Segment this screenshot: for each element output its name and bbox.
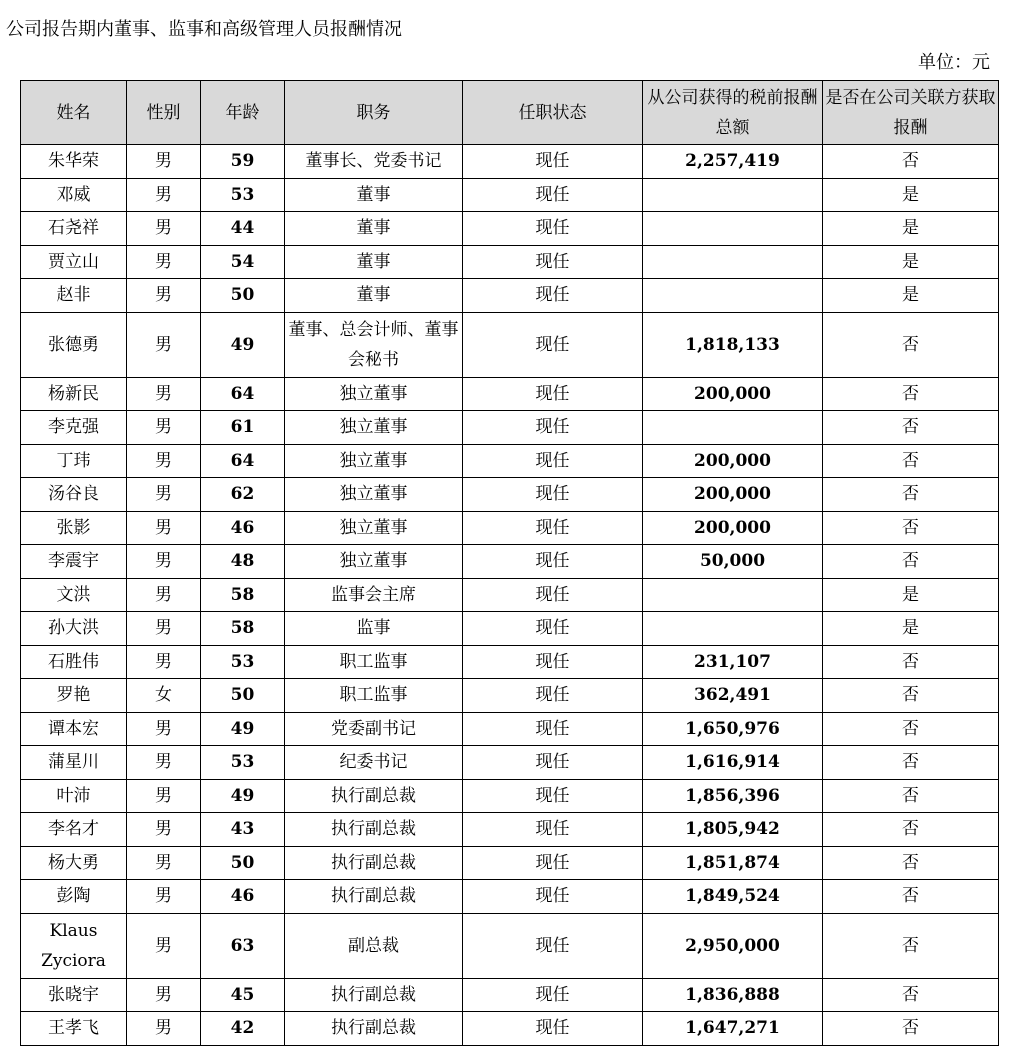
cell-age: 54 xyxy=(201,245,285,279)
cell-pay: 1,805,942 xyxy=(643,813,823,847)
cell-position: 独立董事 xyxy=(285,377,463,411)
cell-related: 否 xyxy=(823,813,999,847)
cell-age: 62 xyxy=(201,478,285,512)
cell-related: 否 xyxy=(823,377,999,411)
cell-age: 53 xyxy=(201,746,285,780)
table-row xyxy=(21,245,999,279)
cell-related: 否 xyxy=(823,545,999,579)
cell-related: 是 xyxy=(823,212,999,246)
cell-gender: 男 xyxy=(127,245,201,279)
cell-gender: 男 xyxy=(127,545,201,579)
cell-name: 朱华荣 xyxy=(21,145,127,179)
cell-age: 50 xyxy=(201,679,285,713)
cell-gender: 男 xyxy=(127,978,201,1012)
cell-gender: 男 xyxy=(127,612,201,646)
page-title: 公司报告期内董事、监事和高级管理人员报酬情况 xyxy=(6,19,402,40)
table-row xyxy=(21,712,999,746)
cell-status: 现任 xyxy=(463,846,643,880)
cell-related: 否 xyxy=(823,444,999,478)
cell-related: 否 xyxy=(823,779,999,813)
cell-status: 现任 xyxy=(463,545,643,579)
cell-pay xyxy=(643,245,823,279)
header-gender: 性别 xyxy=(127,81,201,145)
cell-gender: 男 xyxy=(127,178,201,212)
header-related: 是否在公司关联方获取报酬 xyxy=(823,81,999,145)
cell-pay: 1,616,914 xyxy=(643,746,823,780)
cell-name: 罗艳 xyxy=(21,679,127,713)
cell-age: 61 xyxy=(201,411,285,445)
cell-position: 独立董事 xyxy=(285,478,463,512)
cell-age: 64 xyxy=(201,444,285,478)
header-pay: 从公司获得的税前报酬总额 xyxy=(643,81,823,145)
cell-gender: 男 xyxy=(127,712,201,746)
table-row xyxy=(21,545,999,579)
cell-age: 49 xyxy=(201,312,285,377)
cell-pay: 200,000 xyxy=(643,377,823,411)
cell-position: 监事 xyxy=(285,612,463,646)
cell-status: 现任 xyxy=(463,145,643,179)
cell-gender: 男 xyxy=(127,444,201,478)
cell-age: 58 xyxy=(201,578,285,612)
cell-pay: 200,000 xyxy=(643,511,823,545)
table-row xyxy=(21,312,999,377)
cell-age: 44 xyxy=(201,212,285,246)
cell-related: 是 xyxy=(823,279,999,313)
compensation-table xyxy=(20,80,999,1046)
cell-status: 现任 xyxy=(463,813,643,847)
table-row xyxy=(21,511,999,545)
cell-name: 杨新民 xyxy=(21,377,127,411)
cell-position: 独立董事 xyxy=(285,511,463,545)
cell-age: 50 xyxy=(201,279,285,313)
cell-position: 职工监事 xyxy=(285,679,463,713)
cell-gender: 男 xyxy=(127,813,201,847)
cell-pay: 200,000 xyxy=(643,444,823,478)
cell-related: 否 xyxy=(823,1012,999,1046)
cell-pay: 1,836,888 xyxy=(643,978,823,1012)
table-row xyxy=(21,612,999,646)
cell-position: 纪委书记 xyxy=(285,746,463,780)
cell-related: 否 xyxy=(823,913,999,978)
cell-gender: 男 xyxy=(127,511,201,545)
cell-name: 谭本宏 xyxy=(21,712,127,746)
table-row xyxy=(21,846,999,880)
cell-age: 46 xyxy=(201,511,285,545)
table-row xyxy=(21,212,999,246)
cell-pay: 362,491 xyxy=(643,679,823,713)
table-body xyxy=(21,145,999,1046)
cell-pay xyxy=(643,212,823,246)
cell-position: 执行副总裁 xyxy=(285,1012,463,1046)
cell-pay xyxy=(643,279,823,313)
cell-pay: 2,257,419 xyxy=(643,145,823,179)
cell-position: 董事、总会计师、董事会秘书 xyxy=(285,312,463,377)
cell-pay xyxy=(643,612,823,646)
cell-age: 50 xyxy=(201,846,285,880)
cell-position: 独立董事 xyxy=(285,545,463,579)
cell-status: 现任 xyxy=(463,712,643,746)
header-status: 任职状态 xyxy=(463,81,643,145)
cell-gender: 男 xyxy=(127,578,201,612)
cell-status: 现任 xyxy=(463,779,643,813)
cell-related: 否 xyxy=(823,312,999,377)
cell-status: 现任 xyxy=(463,478,643,512)
cell-status: 现任 xyxy=(463,444,643,478)
cell-name: 邓威 xyxy=(21,178,127,212)
table-row xyxy=(21,377,999,411)
cell-gender: 男 xyxy=(127,312,201,377)
cell-gender: 男 xyxy=(127,913,201,978)
cell-position: 执行副总裁 xyxy=(285,779,463,813)
cell-position: 执行副总裁 xyxy=(285,978,463,1012)
cell-pay: 1,856,396 xyxy=(643,779,823,813)
cell-status: 现任 xyxy=(463,679,643,713)
table-row xyxy=(21,813,999,847)
cell-age: 43 xyxy=(201,813,285,847)
table-row xyxy=(21,1012,999,1046)
cell-pay: 1,650,976 xyxy=(643,712,823,746)
cell-gender: 男 xyxy=(127,478,201,512)
cell-age: 49 xyxy=(201,712,285,746)
cell-status: 现任 xyxy=(463,245,643,279)
cell-age: 53 xyxy=(201,178,285,212)
table-row xyxy=(21,478,999,512)
cell-related: 否 xyxy=(823,478,999,512)
cell-age: 49 xyxy=(201,779,285,813)
cell-name: 张德勇 xyxy=(21,312,127,377)
cell-position: 董事 xyxy=(285,245,463,279)
cell-status: 现任 xyxy=(463,377,643,411)
unit-label: 单位：元 xyxy=(918,52,990,73)
table-row xyxy=(21,746,999,780)
cell-name: 石尧祥 xyxy=(21,212,127,246)
cell-position: 董事 xyxy=(285,212,463,246)
cell-position: 独立董事 xyxy=(285,444,463,478)
cell-related: 否 xyxy=(823,880,999,914)
cell-gender: 男 xyxy=(127,779,201,813)
cell-status: 现任 xyxy=(463,612,643,646)
table-row xyxy=(21,679,999,713)
table-row xyxy=(21,578,999,612)
table-row xyxy=(21,913,999,978)
cell-name: 丁玮 xyxy=(21,444,127,478)
cell-name: 文洪 xyxy=(21,578,127,612)
cell-related: 是 xyxy=(823,178,999,212)
table-row xyxy=(21,279,999,313)
cell-related: 是 xyxy=(823,578,999,612)
cell-position: 监事会主席 xyxy=(285,578,463,612)
table-row xyxy=(21,411,999,445)
cell-status: 现任 xyxy=(463,746,643,780)
cell-name: 汤谷良 xyxy=(21,478,127,512)
cell-name: 张晓宇 xyxy=(21,978,127,1012)
cell-name: 蒲星川 xyxy=(21,746,127,780)
cell-pay xyxy=(643,411,823,445)
cell-gender: 男 xyxy=(127,377,201,411)
cell-name: 彭陶 xyxy=(21,880,127,914)
table-row xyxy=(21,779,999,813)
cell-pay: 1,647,271 xyxy=(643,1012,823,1046)
cell-position: 独立董事 xyxy=(285,411,463,445)
cell-related: 否 xyxy=(823,846,999,880)
cell-position: 董事长、党委书记 xyxy=(285,145,463,179)
header-position: 职务 xyxy=(285,81,463,145)
cell-related: 否 xyxy=(823,746,999,780)
cell-pay: 1,851,874 xyxy=(643,846,823,880)
cell-name: 李克强 xyxy=(21,411,127,445)
table-row xyxy=(21,145,999,179)
cell-status: 现任 xyxy=(463,880,643,914)
cell-related: 否 xyxy=(823,679,999,713)
cell-name: 孙大洪 xyxy=(21,612,127,646)
cell-status: 现任 xyxy=(463,411,643,445)
cell-status: 现任 xyxy=(463,178,643,212)
cell-position: 职工监事 xyxy=(285,645,463,679)
header-age: 年龄 xyxy=(201,81,285,145)
cell-name: Klaus Zyciora xyxy=(21,913,127,978)
cell-age: 46 xyxy=(201,880,285,914)
cell-position: 董事 xyxy=(285,178,463,212)
cell-related: 是 xyxy=(823,612,999,646)
cell-name: 王孝飞 xyxy=(21,1012,127,1046)
cell-name: 杨大勇 xyxy=(21,846,127,880)
table-row xyxy=(21,178,999,212)
cell-pay: 231,107 xyxy=(643,645,823,679)
cell-position: 副总裁 xyxy=(285,913,463,978)
cell-status: 现任 xyxy=(463,913,643,978)
cell-name: 李震宇 xyxy=(21,545,127,579)
cell-name: 贾立山 xyxy=(21,245,127,279)
cell-name: 张影 xyxy=(21,511,127,545)
cell-status: 现任 xyxy=(463,578,643,612)
cell-gender: 男 xyxy=(127,279,201,313)
cell-gender: 男 xyxy=(127,846,201,880)
cell-pay: 50,000 xyxy=(643,545,823,579)
cell-position: 党委副书记 xyxy=(285,712,463,746)
cell-status: 现任 xyxy=(463,511,643,545)
cell-age: 59 xyxy=(201,145,285,179)
cell-age: 64 xyxy=(201,377,285,411)
table-row xyxy=(21,444,999,478)
table-header-row xyxy=(21,81,999,145)
cell-age: 48 xyxy=(201,545,285,579)
cell-related: 否 xyxy=(823,411,999,445)
cell-name: 赵非 xyxy=(21,279,127,313)
cell-position: 执行副总裁 xyxy=(285,880,463,914)
cell-gender: 男 xyxy=(127,145,201,179)
table-row xyxy=(21,880,999,914)
cell-related: 否 xyxy=(823,645,999,679)
cell-gender: 男 xyxy=(127,212,201,246)
cell-name: 石胜伟 xyxy=(21,645,127,679)
cell-gender: 女 xyxy=(127,679,201,713)
cell-gender: 男 xyxy=(127,1012,201,1046)
cell-pay xyxy=(643,578,823,612)
cell-related: 是 xyxy=(823,245,999,279)
cell-pay: 1,849,524 xyxy=(643,880,823,914)
cell-related: 否 xyxy=(823,511,999,545)
cell-position: 董事 xyxy=(285,279,463,313)
cell-name: 叶沛 xyxy=(21,779,127,813)
cell-related: 否 xyxy=(823,712,999,746)
cell-position: 执行副总裁 xyxy=(285,846,463,880)
cell-status: 现任 xyxy=(463,645,643,679)
cell-status: 现任 xyxy=(463,1012,643,1046)
table-row xyxy=(21,978,999,1012)
cell-gender: 男 xyxy=(127,411,201,445)
cell-age: 42 xyxy=(201,1012,285,1046)
cell-gender: 男 xyxy=(127,746,201,780)
cell-gender: 男 xyxy=(127,645,201,679)
table-row xyxy=(21,645,999,679)
cell-age: 63 xyxy=(201,913,285,978)
cell-status: 现任 xyxy=(463,279,643,313)
cell-position: 执行副总裁 xyxy=(285,813,463,847)
cell-related: 否 xyxy=(823,978,999,1012)
cell-gender: 男 xyxy=(127,880,201,914)
cell-age: 45 xyxy=(201,978,285,1012)
cell-status: 现任 xyxy=(463,212,643,246)
cell-status: 现任 xyxy=(463,312,643,377)
cell-name: 李名才 xyxy=(21,813,127,847)
cell-pay xyxy=(643,178,823,212)
cell-related: 否 xyxy=(823,145,999,179)
cell-pay: 2,950,000 xyxy=(643,913,823,978)
cell-age: 58 xyxy=(201,612,285,646)
cell-status: 现任 xyxy=(463,978,643,1012)
cell-pay: 1,818,133 xyxy=(643,312,823,377)
cell-age: 53 xyxy=(201,645,285,679)
cell-pay: 200,000 xyxy=(643,478,823,512)
header-name: 姓名 xyxy=(21,81,127,145)
